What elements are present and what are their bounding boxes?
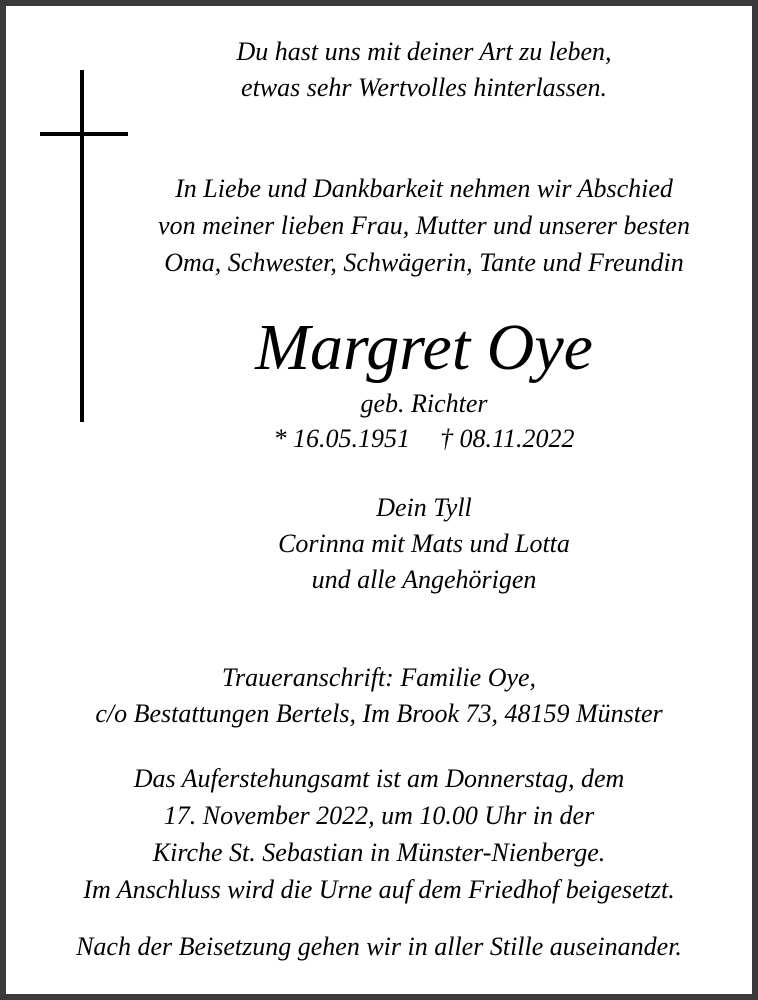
intro-line: Oma, Schwester, Schwägerin, Tante und Freundin [164,248,684,277]
mourner-line: Dein Tyll [376,493,472,522]
cross-horizontal-bar [40,132,128,136]
birth-name: geb. Richter [360,389,488,418]
mourners [0,490,758,598]
verse [0,34,758,106]
ceremony-line: Im Anschluss wird die Urne auf dem Friedhof beigesetzt. [83,875,675,904]
intro-line: von meiner lieben Frau, Mutter und unserer besten [158,211,690,240]
closing-note: Nach der Beisetzung gehen wir in aller Stille auseinander. [76,932,682,961]
farewell-intro [0,170,758,281]
address-line: c/o Bestattungen Bertels, Im Brook 73, 48159 Münster [95,699,663,728]
ceremony-line: 17. November 2022, um 10.00 Uhr in der [163,801,595,830]
ceremony-details [0,760,758,908]
verse-line: etwas sehr Wertvolles hinterlassen. [241,73,607,102]
life-dates [0,422,758,456]
address-line: Traueranschrift: Familie Oye, [221,663,537,692]
verse-line: Du hast uns mit deiner Art zu leben, [236,37,612,66]
ceremony-line: Das Auferstehungsamt ist am Donnerstag, dem [133,764,625,793]
mourner-line: und alle Angehörigen [311,565,537,594]
intro-line: In Liebe und Dankbarkeit nehmen wir Abschied [175,174,673,203]
birth-date: * 16.05.1951 [273,424,410,453]
deceased-name: Margret Oye [255,311,593,384]
mourner-line: Corinna mit Mats und Lotta [278,529,570,558]
ceremony-line: Kirche St. Sebastian in Münster-Nienberge. [152,838,606,867]
mourning-address [0,660,758,732]
death-date: † 08.11.2022 [439,424,575,453]
